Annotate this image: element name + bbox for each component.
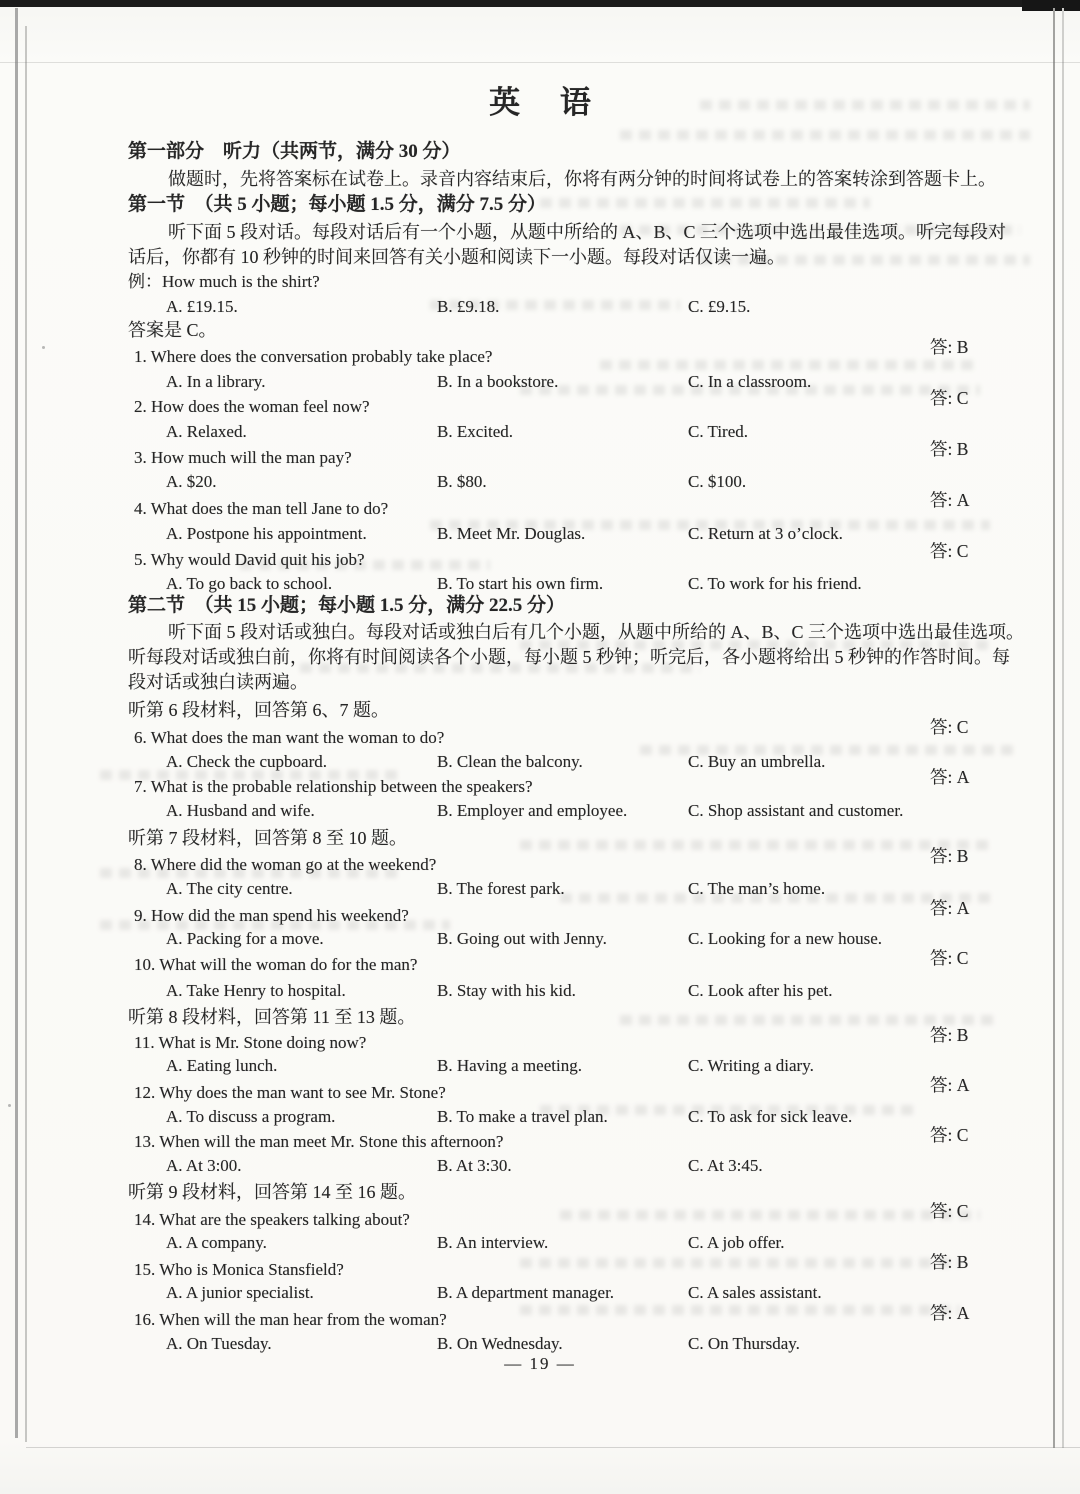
option-c: C. Shop assistant and customer. (688, 801, 904, 820)
example-option-b: B. £9.18. (437, 297, 500, 316)
question-options (0, 523, 1080, 545)
scan-crease-bottom (26, 1447, 1080, 1448)
section2-instruction-line3: 段对话或独白读两遍。 (128, 672, 308, 692)
answer-key: 答: A (930, 1303, 970, 1323)
option-c: C. $100. (688, 472, 747, 491)
answer-key: 答: C (930, 388, 969, 408)
answer-key: 答: C (930, 717, 969, 737)
question-text: 7. What is the probable relationship between the speakers? (134, 777, 533, 796)
part1-instruction: 做题时，先将答案标在试卷上。录音内容结束后，你将有两分钟的时间将试卷上的答案转涂到答题卡上。 (168, 169, 996, 189)
question-options (0, 573, 1080, 595)
option-a: A. $20. (166, 472, 217, 491)
answer-key: 答: B (930, 337, 969, 357)
option-a: A. Husband and wife. (166, 801, 315, 820)
option-b: B. To start his own firm. (437, 574, 604, 593)
material-heading-7: 听第 7 段材料，回答第 8 至 10 题。 (128, 828, 407, 848)
answer-key: 答: B (930, 1252, 969, 1272)
option-c: C. Look after his pet. (688, 981, 833, 1000)
answer-key: 答: A (930, 1075, 970, 1095)
page-title: 英 语 (489, 85, 607, 120)
option-a: A. Relaxed. (166, 422, 247, 441)
option-a: A. A junior specialist. (166, 1283, 314, 1302)
option-a: A. Eating lunch. (166, 1056, 278, 1075)
question-text: 12. Why does the man want to see Mr. Stone? (134, 1083, 446, 1102)
option-b: B. $80. (437, 472, 487, 491)
question-text: 8. Where did the woman go at the weekend? (134, 855, 437, 874)
question-text: 13. When will the man meet Mr. Stone this afternoon? (134, 1132, 504, 1151)
scan-edge-left (15, 8, 18, 1438)
question-options (0, 1155, 1080, 1177)
example-question: 例：How much is the shirt? (128, 272, 320, 291)
answer-key: 答: B (930, 1025, 969, 1045)
question-options (0, 471, 1080, 493)
option-a: A. A company. (166, 1233, 267, 1252)
option-c: C. Looking for a new house. (688, 929, 883, 948)
option-a: A. To go back to school. (166, 574, 333, 593)
question-options (0, 878, 1080, 900)
scan-speck (42, 346, 45, 349)
section1-instruction-line2: 话后，你都有 10 秒钟的时间来回答有关小题和阅读下一小题。每段对话仅读一遍。 (128, 247, 785, 267)
material-heading-9: 听第 9 段材料，回答第 14 至 16 题。 (128, 1182, 416, 1202)
question-text: 4. What does the man tell Jane to do? (134, 499, 389, 518)
material-heading-8: 听第 8 段材料，回答第 11 至 13 题。 (128, 1007, 416, 1027)
material-heading-6: 听第 6 段材料，回答第 6、7 题。 (128, 700, 389, 720)
answer-key: 答: B (930, 846, 969, 866)
question-text: 14. What are the speakers talking about? (134, 1210, 410, 1229)
answer-key: 答: A (930, 490, 970, 510)
option-b: B. Clean the balcony. (437, 752, 583, 771)
question-options (0, 421, 1080, 443)
question-options (0, 1055, 1080, 1077)
section1-heading: 第一节 （共 5 小题；每小题 1.5 分，满分 7.5 分） (128, 194, 547, 215)
option-c: C. Tired. (688, 422, 748, 441)
question-options (0, 1106, 1080, 1128)
option-c: C. To work for his friend. (688, 574, 862, 593)
question-text: 1. Where does the conversation probably take place? (134, 347, 493, 366)
answer-key: 答: A (930, 898, 970, 918)
scan-corner-mark (1022, 0, 1080, 11)
option-c: C. To ask for sick leave. (688, 1107, 853, 1126)
option-b: B. Going out with Jenny. (437, 929, 607, 948)
option-c: C. At 3:45. (688, 1156, 763, 1175)
question-options (0, 751, 1080, 773)
example-option-a: A. £19.15. (166, 297, 238, 316)
option-b: B. A department manager. (437, 1283, 615, 1302)
option-c: C. On Thursday. (688, 1334, 800, 1353)
question-text: 15. Who is Monica Stansfield? (134, 1260, 344, 1279)
option-a: A. At 3:00. (166, 1156, 242, 1175)
question-options (0, 1333, 1080, 1355)
option-b: B. Excited. (437, 422, 514, 441)
bleedthrough-artifact (520, 1258, 960, 1268)
answer-key: 答: C (930, 541, 969, 561)
option-a: A. In a library. (166, 372, 266, 391)
bleedthrough-artifact (560, 1210, 980, 1220)
section2-instruction-line1: 听下面 5 段对话或独白。每段对话或独白后有几个小题，从题中所给的 A、B、C 三个选项中选出最佳选项。 (168, 622, 1025, 642)
option-b: B. On Wednesday. (437, 1334, 563, 1353)
bleedthrough-artifact (620, 130, 1030, 140)
question-options (0, 371, 1080, 393)
option-b: B. Meet Mr. Douglas. (437, 524, 586, 543)
bleedthrough-artifact (520, 840, 990, 850)
option-b: B. At 3:30. (437, 1156, 512, 1175)
question-options (0, 800, 1080, 822)
part1-heading: 第一部分 听力（共两节，满分 30 分） (128, 141, 461, 162)
question-text: 2. How does the woman feel now? (134, 397, 370, 416)
bleedthrough-artifact (520, 1305, 960, 1315)
bleedthrough-artifact (600, 360, 980, 370)
answer-key: 答: B (930, 439, 969, 459)
option-a: A. On Tuesday. (166, 1334, 272, 1353)
option-c: C. A sales assistant. (688, 1283, 822, 1302)
question-text: 5. Why would David quit his job? (134, 550, 365, 569)
option-a: A. Packing for a move. (166, 929, 324, 948)
question-text: 10. What will the woman do for the man? (134, 955, 418, 974)
scan-edge-left-inner (25, 26, 27, 1442)
option-c: C. Buy an umbrella. (688, 752, 826, 771)
page-number: — 19 — (504, 1354, 576, 1373)
option-a: A. The city centre. (166, 879, 293, 898)
answer-key: 答: C (930, 1201, 969, 1221)
example-option-c: C. £9.15. (688, 297, 751, 316)
question-options (0, 1282, 1080, 1304)
option-a: A. To discuss a program. (166, 1107, 336, 1126)
scan-crease-top (0, 62, 1080, 63)
option-b: B. An interview. (437, 1233, 549, 1252)
answer-key: 答: C (930, 1125, 969, 1145)
question-text: 6. What does the man want the woman to do? (134, 728, 445, 747)
question-options (0, 980, 1080, 1002)
section2-instruction-line2: 听每段对话或独白前，你将有时间阅读各个小题，每小题 5 秒钟；听完后，各小题将给出 5 秒钟的作答时间。每 (128, 647, 1010, 667)
question-options (0, 1232, 1080, 1254)
option-a: A. Take Henry to hospital. (166, 981, 346, 1000)
answer-key: 答: A (930, 767, 970, 787)
option-c: C. Return at 3 o’clock. (688, 524, 843, 543)
bleedthrough-artifact (540, 198, 870, 208)
question-options (0, 928, 1080, 950)
option-b: B. The forest park. (437, 879, 565, 898)
question-text: 9. How did the man spend his weekend? (134, 906, 409, 925)
section2-heading: 第二节 （共 15 小题；每小题 1.5 分，满分 22.5 分） (128, 595, 566, 616)
option-b: B. Having a meeting. (437, 1056, 582, 1075)
option-c: C. In a classroom. (688, 372, 812, 391)
example-options (0, 296, 1080, 318)
option-a: A. Check the cupboard. (166, 752, 327, 771)
option-c: C. A job offer. (688, 1233, 785, 1252)
option-c: C. Writing a diary. (688, 1056, 814, 1075)
option-c: C. The man’s home. (688, 879, 826, 898)
answer-key: 答: C (930, 948, 969, 968)
section1-instruction-line1: 听下面 5 段对话。每段对话后有一个小题，从题中所给的 A、B、C 三个选项中选出最佳选项。听完每段对 (168, 222, 1007, 242)
question-text: 16. When will the man hear from the woman? (134, 1310, 447, 1329)
question-text: 11. What is Mr. Stone doing now? (134, 1033, 367, 1052)
option-b: B. In a bookstore. (437, 372, 559, 391)
option-b: B. Stay with his kid. (437, 981, 576, 1000)
option-b: B. Employer and employee. (437, 801, 628, 820)
scan-edge-top (0, 0, 1080, 7)
option-b: B. To make a travel plan. (437, 1107, 608, 1126)
example-answer-note: 答案是 C。 (128, 320, 217, 340)
option-a: A. Postpone his appointment. (166, 524, 367, 543)
question-text: 3. How much will the man pay? (134, 448, 352, 467)
